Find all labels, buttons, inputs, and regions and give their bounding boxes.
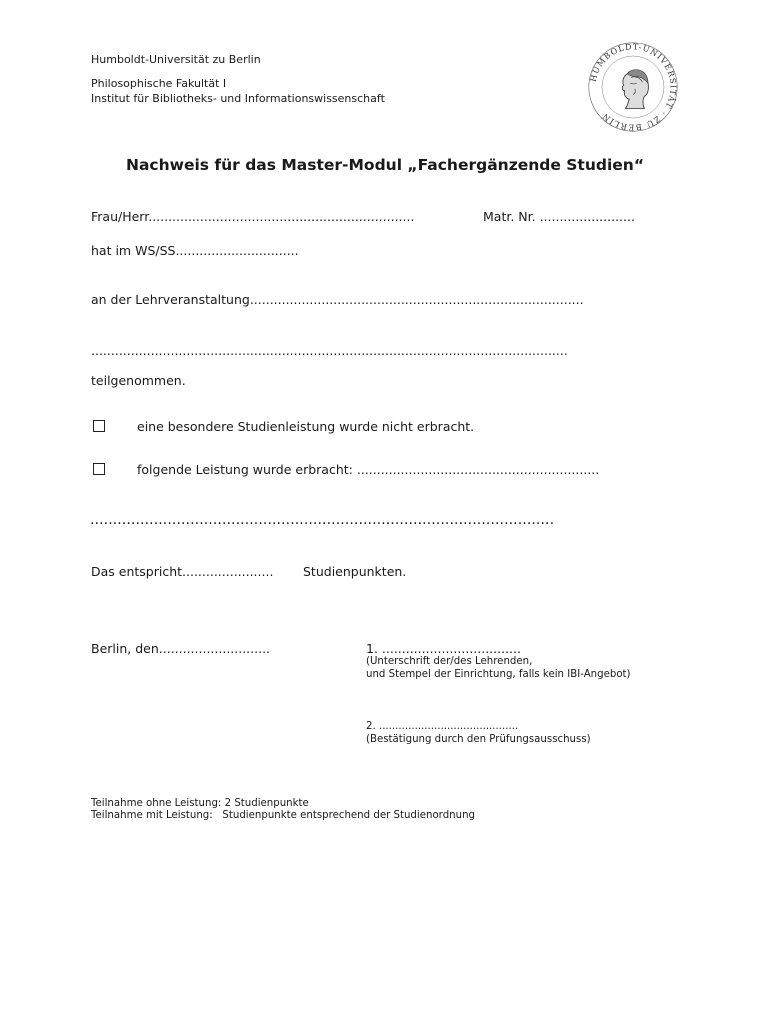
faculty-name: Philosophische Fakultät I — [91, 77, 227, 90]
lecturer-signature-line[interactable]: 1. ................................... — [366, 641, 521, 656]
name-field-line[interactable]: Frau/Herr................................................................... — [91, 209, 415, 224]
committee-signature-line[interactable]: 2. ........................................... — [366, 721, 519, 732]
matriculation-number-field-line[interactable]: Matr. Nr. ........................ — [483, 209, 635, 224]
no-performance-label: eine besondere Studienleistung wurde nicht erbracht. — [137, 419, 475, 434]
document-title: Nachweis für das Master-Modul „Fachergänzende Studien“ — [125, 156, 645, 174]
svg-text:HUMBOLDT-UNIVERSITÄT · ZU BERL: HUMBOLDT-UNIVERSITÄT · ZU BERLIN — [588, 42, 678, 132]
course-field-line[interactable]: an der Lehrveranstaltung.................................................................................... — [91, 292, 584, 307]
performance-checkbox[interactable] — [93, 463, 105, 475]
footer-note-with-performance: Teilnahme mit Leistung: Studienpunkte entsprechend der Studienordnung — [91, 810, 475, 821]
university-name: Humboldt-Universität zu Berlin — [91, 53, 261, 66]
credits-suffix-text: Studienpunkten. — [303, 564, 407, 579]
semester-field-line[interactable]: hat im WS/SS............................... — [91, 243, 299, 258]
course-field-line-continued[interactable]: ........................................................................................................................ — [91, 343, 568, 358]
performance-field-line[interactable]: folgende Leistung wurde erbracht: ............................................................. — [137, 462, 600, 477]
footer-note-without-performance: Teilnahme ohne Leistung: 2 Studienpunkte — [91, 798, 309, 809]
participated-text: teilgenommen. — [91, 373, 186, 388]
no-performance-checkbox[interactable] — [93, 420, 105, 432]
performance-field-line-continued[interactable]: ...................................................................................................... — [90, 512, 555, 528]
lecturer-signature-caption-1: (Unterschrift der/des Lehrenden, — [366, 656, 533, 667]
committee-signature-caption: (Bestätigung durch den Prüfungsausschuss) — [366, 734, 591, 745]
lecturer-signature-caption-2: und Stempel der Einrichtung, falls kein IBI-Angebot) — [366, 669, 631, 680]
university-seal-logo — [586, 40, 680, 134]
credits-field-line[interactable]: Das entspricht....................... — [91, 564, 274, 579]
place-date-field-line[interactable]: Berlin, den............................ — [91, 641, 271, 656]
institute-name: Institut für Bibliotheks- und Informationswissenschaft — [91, 92, 385, 105]
